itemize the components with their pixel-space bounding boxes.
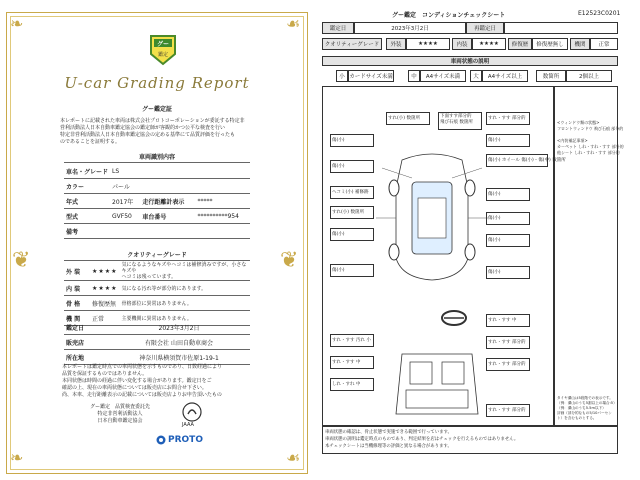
exterior-label: 外装 [386,38,406,50]
car-top-view-diagram [372,148,492,288]
row-value: **********954 [195,209,250,224]
grade-label: クオリティーグレード [322,38,382,50]
corner-ornament-tr: ☙ [286,14,301,33]
damage-note: すれ・すす 汚れ 小 [332,338,371,343]
proto-text: PROTO [168,435,203,445]
car-interior-diagram [392,348,482,420]
table-row [64,262,250,281]
row-label: 車台番号 [140,209,195,224]
recheck-label: 再鑑定日 [466,22,504,34]
shop-table [64,320,250,365]
table-row [64,224,250,239]
damage-note: 飛び石痕 数箇所 [440,120,473,125]
damage-note: すれ・すす 部分的 [488,340,526,345]
window-notes: <ウィンドウ類の状態> フロントウィンドウ 飛び石痕 部分的 <内装補記事項> カーペット しれ・すれ・すす 部分的 他シート しれ・すれ・すす 部分的 [557,120,624,155]
document-number: E12523C0201 [578,10,621,17]
date-label: 鑑定日 [322,22,354,34]
note-line: 尚、本車、走行距離表示の記載については販売店よりお申告頂いたもの [62,392,222,398]
table-row [64,209,250,224]
interior-value: ★★★★ [472,38,506,50]
table-row [64,296,250,311]
legend-key: 大 [470,70,482,82]
quality-desc: 主要機関に異常はありません。 [120,311,250,326]
quality-stars: ★★★★ [90,281,120,296]
jaaa-logo-icon [182,402,202,422]
row-value: GVF50 [110,209,140,224]
interior-label: 内装 [452,38,472,50]
sheet-footer-note: 車両状態の確認は、骨止状態で実施できる範囲で行っています。 車両状態の説明は鑑定時点のものであり、判定結果を店はチェックを行えるものではありません。 本チェックシートは当機修理等の評価と異なる場合があります。 [325,430,519,449]
vehicle-table [64,164,250,239]
damage-note: すれ・すす 部分的 [488,362,526,367]
intro-line: のであることを証明する。 [60,139,121,145]
table-row [64,179,250,194]
damage-note: 傷(小) [332,138,345,143]
address-value: 神奈川県横須賀市佐原1-19-1 [108,350,250,365]
certificate-title: U-car Grading Report [64,74,250,92]
intro-line: 特定非営利活動法人日本自動車鑑定協会の定める基準にて品質評価を行ったも [60,132,236,138]
intro-line: 営利活動法人日本自動車鑑定協会の鑑定師が客観的かつ公平な検査を行い [60,125,226,131]
vehicle-section-title: 車両識別内容 [64,154,250,163]
intro-line: 本レポートに記載された車両は株式会社プロトコーポレーションが委託する特定非 [60,118,245,124]
quality-desc: 骨格部位に異常はありません。 [120,296,250,311]
right-ornament: ❦ [280,248,299,273]
damage-note: すれ・すす 部分的 [488,408,526,413]
damage-note: 傷(小) [488,216,501,221]
damage-note: すれ(小) 数箇所 [332,210,364,215]
note-line: 確認の上、現在の車両状態については販売店にお問合せ下さい。 [62,385,207,391]
proto-mark-icon [156,435,166,445]
table-row [64,335,250,350]
damage-note: 傷(小) [332,232,345,237]
row-value: LS [110,164,250,179]
svg-text:グー: グー [156,41,170,48]
table-row [64,281,250,296]
signature-block: グー鑑定 品質検査委託先 特定非営利活動法人 日本自動車鑑定協会 [89,404,150,424]
address-label: 所在地 [64,350,108,365]
note-line: 品質を保証するものではありません。 [62,371,148,377]
quality-section-title: クオリティーグレード [64,252,250,261]
corner-ornament-br: ☙ [286,448,301,467]
quality-table [64,262,250,326]
quality-desc: 気になるようなキズやヘコミは補修済みですが、小さなキズや ヘコミは残っています。 [120,262,250,281]
proto-logo [156,434,216,446]
row-value: パール [110,179,250,194]
row-label: 走行距離計表示 [140,194,195,209]
damage-note: しれ・すれ 中 [332,382,361,387]
date-value: 2023年3月2日 [108,320,250,335]
row-label: 型式 [64,209,110,224]
row-label: 備考 [64,224,110,239]
exterior-value: ★★★★ [406,38,450,50]
certificate-subtitle: グー鑑定証 [141,106,172,113]
section-title: 車両状態の説明 [322,56,618,66]
date-value: 2023年3月2日 [354,22,466,34]
damage-note: 傷(小) ホイール 傷(小)・傷(中) 数箇所 [488,158,566,163]
legend-value: A4サイズ未満 [420,70,466,82]
damage-note: すれ・すす 部分的 [488,116,526,121]
quality-label: 機 関 [64,311,90,326]
damage-note: 下面すす部分的 [440,114,472,119]
certificate-footer-note [62,364,262,399]
quality-stars: 正常 [90,311,120,326]
legend-key: 中 [408,70,420,82]
row-value [110,224,250,239]
damage-note: 傷(小) [488,238,501,243]
legend-value: A4サイズ以上 [482,70,528,82]
engine-value: 正常 [590,38,618,50]
quality-label: 内 装 [64,281,90,296]
damage-note: 傷(小) [488,270,501,275]
row-value: 2017年 [110,194,140,209]
jaaa-label: JAAA [182,422,194,428]
corner-ornament-bl: ❧ [10,448,24,467]
repair-label: 修復歴 [508,38,532,50]
row-value: ***** [195,194,250,209]
damage-note: ヘコミ(小) 補修跡 [332,190,369,195]
shop-label: 販売店 [64,335,108,350]
damage-note: 傷(小) [332,268,345,273]
table-row [64,194,250,209]
left-ornament: ❦ [12,248,31,273]
quality-stars: 修復歴無 [90,296,120,311]
corner-ornament-tl: ❧ [10,14,24,33]
row-label: 年式 [64,194,110,209]
note-line: 本同状態は時間の経過に伴い変化する場合があります。鑑定日をご [62,378,212,384]
table-row [64,164,250,179]
grading-certificate [4,8,310,478]
date-label: 鑑定日 [64,320,108,335]
recheck-value [504,22,618,34]
certificate-intro [60,118,260,146]
shop-value: 有限会社 山田自動車商会 [108,335,250,350]
damage-note: 傷(小) [488,138,501,143]
goo-badge-icon [148,34,178,66]
row-label: 車名・グレード [64,164,110,179]
legend-value: 2個以上 [566,70,612,82]
legend-key: 数箇所 [536,70,566,82]
quality-stars: ★★★★ [90,262,120,281]
note-line: 本レポートは鑑定時点での車両状態を示すものであり、日数経過により [62,364,223,370]
table-row [64,350,250,365]
table-row [64,320,250,335]
legend-key: 小 [336,70,348,82]
damage-note: すれ・すす 中 [332,360,361,365]
row-label: カラー [64,179,110,194]
quality-label: 外 装 [64,262,90,281]
damage-note: 傷(小) [488,192,501,197]
damage-note: すれ・すす 中 [488,318,517,323]
damage-note: すれ(小) 数箇所 [388,116,420,121]
legend-value: カードサイズ未満 [348,70,394,82]
condition-check-sheet [322,8,636,478]
engine-label: 機関 [570,38,590,50]
tire-notes: タイヤ溝山は5段階での表示です。 （例：溝山のうち5割以上の場合:5） （例：溝山のうち5.5m以下） 評価（部分的なもの5/10パーセン ト）を含むものとする。 [557,396,617,420]
sheet-title: グー鑑定 コンディションチェックシート [392,12,506,19]
quality-desc: 気になる汚れ等が部分的にあります。 [120,281,250,296]
steering-wheel-icon [440,308,468,328]
svg-text:鑑定: 鑑定 [157,52,169,58]
repair-value: 修復歴無し [532,38,568,50]
quality-label: 骨 格 [64,296,90,311]
damage-note: 傷(小) [332,164,345,169]
